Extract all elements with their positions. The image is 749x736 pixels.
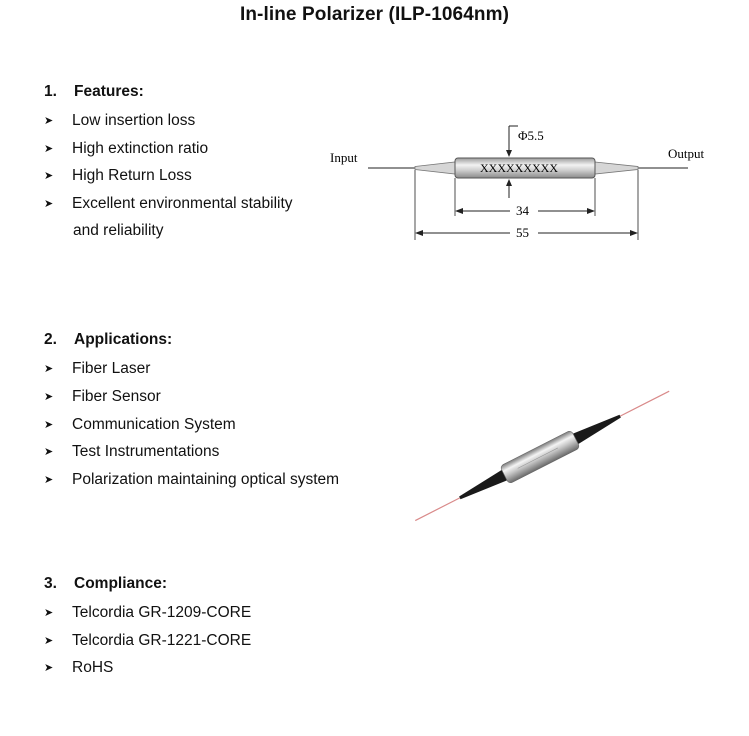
arrow-bullet-icon: ➤ [44,419,54,431]
list-item [44,388,161,406]
list-item [44,112,195,130]
arrow-bullet-icon: ➤ [44,170,54,182]
list-item [44,604,251,622]
compliance-heading [44,575,167,593]
list-item-text: High extinction ratio [72,140,209,157]
features-heading [44,83,144,101]
list-item [44,195,293,213]
arrow-bullet-icon: ➤ [44,474,54,486]
left-red-fiber [415,498,460,521]
dimension-34-label: 34 [516,203,529,218]
arrow-bullet-icon: ➤ [44,635,54,647]
output-label: Output [668,146,705,161]
right-red-fiber [620,391,669,416]
arrow-bullet-icon: ➤ [44,607,54,619]
list-item-text: Fiber Sensor [72,388,161,405]
dimension-55-label: 55 [516,225,529,240]
list-item [44,659,113,677]
section-title: Features: [74,83,144,100]
right-boot [595,162,638,174]
list-item-text: Low insertion loss [72,112,196,129]
section-number: 2. [44,331,57,348]
list-item [44,416,236,434]
list-item [44,471,339,489]
input-label: Input [330,150,358,165]
list-item-continuation: and reliability [73,222,164,239]
list-item-text: Polarization maintaining optical system [72,471,340,488]
arrow-bullet-icon: ➤ [44,198,54,210]
list-item [44,632,251,650]
left-black-boot [457,469,509,503]
body-marking: XXXXXXXXX [480,161,558,175]
dimension-diagram [320,118,740,248]
section-title: Compliance: [74,575,168,592]
list-item [44,360,150,378]
list-item-text: Communication System [72,416,236,433]
diameter-label: Φ5.5 [518,128,544,143]
section-number: 3. [44,575,57,592]
list-item-text: RoHS [72,659,114,676]
list-item-text: Test Instrumentations [72,443,220,460]
list-item [44,140,208,158]
right-black-boot [571,411,623,445]
arrow-bullet-icon: ➤ [44,143,54,155]
arrow-bullet-icon: ➤ [44,662,54,674]
list-item-text: Fiber Laser [72,360,151,377]
list-item-text: High Return Loss [72,167,192,184]
arrow-bullet-icon: ➤ [44,363,54,375]
arrow-bullet-icon: ➤ [44,446,54,458]
list-item [44,167,192,185]
list-item-text: Excellent environmental stability [72,195,293,212]
left-boot [415,162,455,174]
product-photo [410,385,670,530]
list-item-text: Telcordia GR-1209-CORE [72,604,252,621]
applications-heading [44,331,172,349]
page-title: In-line Polarizer (ILP-1064nm) [239,4,510,25]
section-title: Applications: [74,331,173,348]
section-number: 1. [44,83,57,100]
arrow-bullet-icon: ➤ [44,115,54,127]
list-item-text: Telcordia GR-1221-CORE [72,632,252,649]
list-item [44,443,219,461]
arrow-bullet-icon: ➤ [44,391,54,403]
